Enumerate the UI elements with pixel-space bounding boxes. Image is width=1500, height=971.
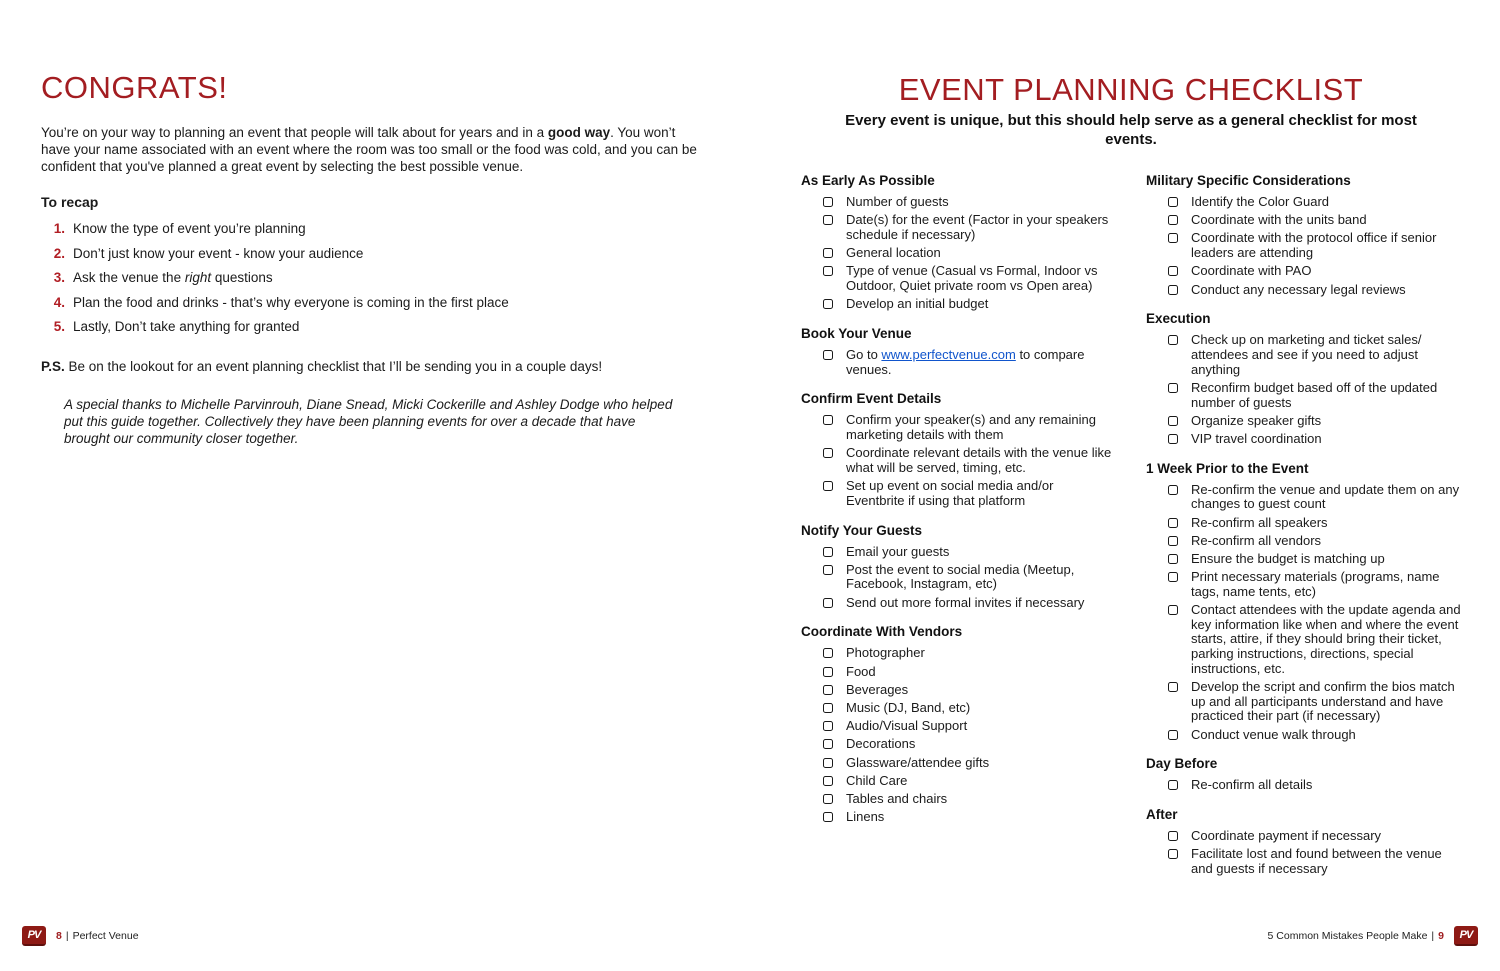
checklist-item (1168, 231, 1462, 260)
checklist-item-text: Food (846, 663, 876, 679)
checklist-item-text: Set up event on social media and/or Eventbrite if using that platform (846, 478, 1054, 508)
checkbox-icon (823, 248, 833, 258)
checklist-item-text: Confirm your speaker(s) and any remaining marketing details with them (846, 412, 1096, 443)
checklist-section (801, 173, 1113, 312)
checkbox-icon (823, 812, 833, 822)
checklist-section (1146, 173, 1462, 297)
checklist-item-text: Identify the Color Guard (1191, 194, 1330, 209)
checklist-item (823, 348, 1113, 377)
checklist-item (823, 297, 1113, 312)
checkbox-icon (823, 299, 833, 309)
checklist-item-text: Decorations (846, 736, 916, 752)
checklist-section (801, 391, 1113, 508)
checklist-item (823, 683, 1113, 698)
checklist-item (1168, 264, 1462, 279)
checklist-item (823, 596, 1113, 611)
checklist-subtitle: Every event is unique, but this should help serve as a general checklist for most events. (845, 112, 1417, 148)
checklist-item-text: Go to www.perfectvenue.com to compare venues. (846, 346, 1085, 377)
checklist-item-text: Organize speaker gifts (1191, 412, 1322, 428)
checkbox-icon (823, 648, 833, 658)
section-heading: Execution (1146, 311, 1211, 327)
checklist-item (1168, 680, 1462, 724)
ps-bold: P.S. (41, 359, 65, 375)
checklist-item-text: Contact attendees with the update agenda and key information like when and where the event starts, attire, if they should bring their ticket, parking instructions, directions, special instructions, etc. (1191, 602, 1461, 676)
recap-item (41, 221, 697, 237)
checklist-item (823, 446, 1113, 475)
checklist-item (823, 195, 1113, 210)
checklist-item-text: Tables and chairs (846, 790, 948, 806)
checkbox-icon (1168, 335, 1178, 345)
checkbox-icon (1168, 682, 1178, 692)
checkbox-icon (823, 794, 833, 804)
checklist-item (1168, 847, 1462, 876)
left-page-number: 8 (56, 930, 62, 942)
checkbox-icon (1168, 285, 1178, 295)
checklist-item (823, 701, 1113, 716)
checkbox-icon (1168, 485, 1178, 495)
page-title: CONGRATS! (41, 70, 228, 105)
recap-item-text: Don’t just know your event - know your audience (73, 245, 364, 261)
footer-divider: | (1431, 930, 1435, 942)
perfect-venue-logo-icon: PV (1454, 926, 1478, 946)
thanks-paragraph: A special thanks to Michelle Parvinrouh, Diane Snead, Micki Cockerille and Ashley Dodge who helped put this guide together. Collectively they have been planning events for over a decade that have brought our community closer together. (64, 397, 673, 447)
perfect-venue-logo-icon: PV (22, 926, 46, 946)
checklist-item-text: Beverages (846, 681, 909, 697)
checklist-item (823, 719, 1113, 734)
right-page-number: 9 (1438, 930, 1444, 942)
ps-paragraph (41, 359, 697, 376)
ps-text: Be on the lookout for an event planning checklist that I’ll be sending you in a couple days! (64, 359, 603, 375)
checkbox-icon (823, 685, 833, 695)
checklist-item (823, 479, 1113, 508)
checkbox-icon (1168, 416, 1178, 426)
recap-list (41, 221, 697, 335)
checkbox-icon (823, 721, 833, 731)
checkbox-icon (823, 739, 833, 749)
checklist-item-text: Coordinate relevant details with the venue like what will be served, timing, etc. (846, 445, 1112, 475)
checklist-item (823, 737, 1113, 752)
checklist-section (1146, 461, 1462, 743)
checkbox-icon (823, 703, 833, 713)
recap-heading: To recap (41, 194, 99, 211)
checklist-item (1168, 534, 1462, 549)
section-heading: Confirm Event Details (801, 391, 942, 407)
checklist-item-text: Photographer (846, 645, 925, 661)
recap-item (41, 319, 697, 335)
recap-item-text: Ask the venue the right questions (73, 270, 273, 286)
checklist-item (1168, 603, 1462, 677)
right-page-header (845, 72, 1417, 149)
checklist-item-text: Facilitate lost and found between the venue and guests if necessary (1191, 846, 1442, 876)
checklist-item-text: Re-confirm all details (1191, 777, 1313, 793)
checklist-item-text: Date(s) for the event (Factor in your speakers schedule if necessary) (846, 212, 1109, 242)
recap-item (41, 246, 697, 262)
checklist-item-text: Coordinate with PAO (1191, 263, 1312, 279)
checklist-item-text: Ensure the budget is matching up (1191, 550, 1385, 566)
checklist-item (823, 264, 1113, 293)
checkbox-icon (1168, 383, 1178, 393)
checkbox-icon (823, 758, 833, 768)
checklist-item-text: Conduct any necessary legal reviews (1191, 281, 1406, 297)
checkbox-icon (823, 350, 833, 360)
checklist-item (1168, 195, 1462, 210)
checklist-item-text: Post the event to social media (Meetup, Facebook, Instagram, etc) (846, 561, 1075, 592)
checklist-item (1168, 552, 1462, 567)
checklist-item-text: General location (846, 245, 941, 261)
checkbox-icon (823, 481, 833, 491)
checkbox-icon (823, 415, 833, 425)
section-heading: Day Before (1146, 756, 1218, 772)
section-heading: Notify Your Guests (801, 522, 923, 538)
checklist-item (1168, 728, 1462, 743)
checklist-item-text: Re-confirm all speakers (1191, 514, 1328, 530)
checkbox-icon (1168, 233, 1178, 243)
checklist-item (1168, 778, 1462, 793)
recap-item-number: 2. (53, 245, 65, 261)
checklist-item-text: Re-confirm all vendors (1191, 532, 1322, 548)
checklist-item (823, 213, 1113, 242)
checklist-section (801, 624, 1113, 825)
checkbox-icon (823, 197, 833, 207)
left-footer-label: Perfect Venue (72, 930, 139, 942)
checkbox-icon (1168, 518, 1178, 528)
section-heading: After (1146, 807, 1178, 823)
checkbox-icon (823, 448, 833, 458)
checklist-item-text: Re-confirm the venue and update them on any changes to guest count (1191, 481, 1460, 512)
checkbox-icon (1168, 536, 1178, 546)
section-heading: Book Your Venue (801, 325, 912, 341)
checkbox-icon (823, 547, 833, 557)
checklist-section (801, 326, 1113, 377)
checklist-section (1146, 311, 1462, 446)
checklist-item (1168, 283, 1462, 298)
checklist-item (1168, 333, 1462, 377)
section-heading: Coordinate With Vendors (801, 624, 963, 640)
checklist-item-text: Send out more formal invites if necessary (846, 594, 1085, 610)
checklist-item (1168, 829, 1462, 844)
checkbox-icon (1168, 780, 1178, 790)
checklist-item-text: Email your guests (846, 543, 950, 559)
checklist-item (823, 246, 1113, 261)
right-footer (1268, 921, 1478, 951)
checkbox-icon (823, 667, 833, 677)
recap-item (41, 295, 697, 311)
checklist-item (823, 646, 1113, 661)
checklist-item-text: Glassware/attendee gifts (846, 754, 990, 770)
checklist-item-text: Check up on marketing and ticket sales/ attendees and see if you need to adjust anything (1191, 332, 1422, 377)
checklist-section (801, 523, 1113, 611)
checkbox-icon (823, 266, 833, 276)
checklist-item-text: Develop an initial budget (846, 296, 989, 312)
checkbox-icon (1168, 197, 1178, 207)
checklist-item-text: Develop the script and confirm the bios match up and all participants understand and have practiced their part (if necessary) (1191, 679, 1455, 724)
checklist-item (823, 792, 1113, 807)
checkbox-icon (1168, 730, 1178, 740)
right-footer-label: 5 Common Mistakes People Make (1267, 930, 1428, 942)
checklist-item (823, 563, 1113, 592)
checklist-column-left (801, 173, 1113, 839)
checkbox-icon (823, 215, 833, 225)
checkbox-icon (1168, 434, 1178, 444)
checklist-column-right (1146, 173, 1462, 891)
checkbox-icon (1168, 215, 1178, 225)
checklist-item-text: VIP travel coordination (1191, 430, 1322, 446)
left-footer (22, 921, 139, 951)
checklist-item (1168, 213, 1462, 228)
checklist-item (1168, 570, 1462, 599)
checkbox-icon (1168, 831, 1178, 841)
checklist-section (1146, 756, 1462, 793)
checkbox-icon (1168, 554, 1178, 564)
checklist-item (1168, 414, 1462, 429)
recap-item-number: 5. (53, 319, 65, 335)
checklist-item-text: Coordinate payment if necessary (1191, 828, 1382, 844)
checklist-item (823, 774, 1113, 789)
checklist-item-text: Conduct venue walk through (1191, 726, 1356, 742)
checklist-item (823, 756, 1113, 771)
recap-item-number: 3. (53, 270, 65, 286)
checklist-item-text: Reconfirm budget based off of the updated number of guests (1191, 379, 1438, 410)
checklist-item-text: Music (DJ, Band, etc) (846, 699, 971, 715)
footer-divider: | (65, 930, 69, 942)
checklist-item-text: Number of guests (846, 194, 949, 209)
checklist-item (1168, 483, 1462, 512)
checkbox-icon (823, 598, 833, 608)
intro-bold: good way (547, 125, 611, 140)
checklist-item (1168, 432, 1462, 447)
section-heading: Military Specific Considerations (1146, 173, 1351, 188)
recap-item-text: Know the type of event you’re planning (73, 221, 306, 237)
checklist-title: EVENT PLANNING CHECKLIST (898, 72, 1364, 107)
checkbox-icon (1168, 605, 1178, 615)
recap-item-text: Plan the food and drinks - that’s why everyone is coming in the first place (73, 294, 509, 310)
checklist-item (1168, 516, 1462, 531)
checkbox-icon (1168, 849, 1178, 859)
checklist-item-text: Audio/Visual Support (846, 718, 968, 734)
checkbox-icon (823, 565, 833, 575)
intro-pre: You’re on your way to planning an event that people will talk about for years and in a (41, 125, 548, 140)
checklist-item-text: Coordinate with the protocol office if senior leaders are attending (1191, 230, 1437, 261)
checklist-item (1168, 381, 1462, 410)
checklist-item (823, 810, 1113, 825)
checkbox-icon (1168, 266, 1178, 276)
checklist-item (823, 665, 1113, 680)
checklist-section (1146, 807, 1462, 877)
checklist-item-text: Type of venue (Casual vs Formal, Indoor vs Outdoor, Quiet private room vs Open area) (846, 263, 1098, 294)
checklist-item-text: Linens (846, 809, 885, 825)
recap-item-text: Lastly, Don’t take anything for granted (73, 319, 300, 335)
checklist-item-text: Print necessary materials (programs, name tags, name tents, etc) (1191, 569, 1440, 599)
checklist-item (823, 413, 1113, 442)
checkbox-icon (1168, 572, 1178, 582)
left-page (41, 70, 697, 447)
perfectvenue-link[interactable]: www.perfectvenue.com (881, 346, 1016, 362)
section-heading: As Early As Possible (801, 173, 935, 188)
checklist-item-text: Child Care (846, 772, 908, 788)
section-heading: 1 Week Prior to the Event (1146, 460, 1309, 476)
checklist-item (823, 545, 1113, 560)
checkbox-icon (823, 776, 833, 786)
intro-paragraph (41, 125, 697, 175)
checklist-item-text: Coordinate with the units band (1191, 212, 1367, 228)
intro-post: . You won’t have your name associated with an event where the room was too small or the food was cold, and you can be confident that you've planned a great event by selecting the best possible venue. (41, 125, 697, 174)
recap-item-number: 4. (53, 294, 65, 310)
recap-item-number: 1. (53, 221, 65, 237)
recap-item (41, 270, 697, 286)
